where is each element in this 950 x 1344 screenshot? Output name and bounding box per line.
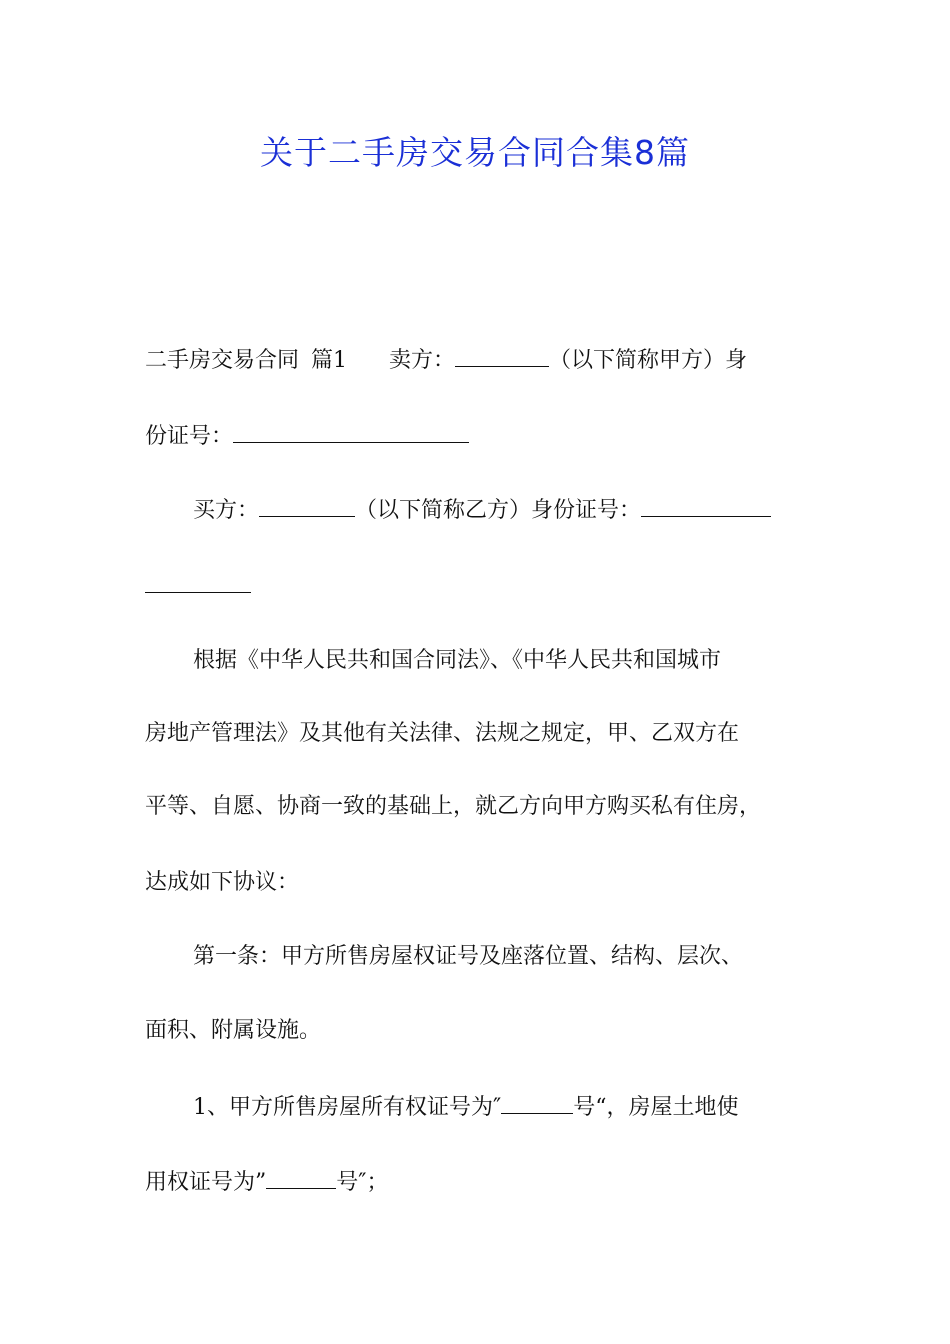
item-line <box>193 1091 873 1124</box>
seller-id-label: 份证号： <box>145 424 234 449</box>
buyer-label: 买方： <box>193 498 260 523</box>
item-text: 1、甲方所售房屋所有权证号为″ <box>193 1095 502 1120</box>
buyer-line <box>193 494 873 527</box>
article-line: 第一条：甲方所售房屋权证号及座落位置、结构、层次、 <box>193 944 744 969</box>
seller-line <box>145 344 825 377</box>
paragraph-line: 房地产管理法》及其他有关法律、法规之规定，甲、乙双方在 <box>145 721 740 746</box>
seller-suffix: （以下简称甲方）身 <box>549 348 748 373</box>
ownership-cert-blank <box>501 1091 573 1114</box>
paragraph-line: 平等、自愿、协商一致的基础上，就乙方向甲方购买私有住房， <box>145 794 762 819</box>
buyer-id-continuation-line <box>145 570 825 603</box>
paragraph-line: 根据《中华人民共和国合同法》、《中华人民共和国城市 <box>193 648 722 673</box>
seller-name-blank <box>455 344 549 367</box>
seller-id-blank <box>233 420 469 443</box>
section-heading: 二手房交易合同 <box>145 348 300 373</box>
item-text: 号“，房屋土地使 <box>573 1095 739 1120</box>
buyer-name-blank <box>259 494 355 517</box>
land-cert-blank <box>266 1166 336 1189</box>
document-title: 关于二手房交易合同合集8篇 <box>260 133 690 172</box>
item-text: 号″； <box>336 1170 389 1195</box>
section-label: 篇1 <box>311 348 348 373</box>
buyer-id-blank <box>641 494 771 517</box>
item-text: 用权证号为” <box>145 1170 267 1195</box>
buyer-suffix: （以下简称乙方）身份证号： <box>355 498 642 523</box>
seller-id-line <box>145 420 825 453</box>
buyer-id-blank-continued <box>145 570 251 593</box>
paragraph-line: 达成如下协议： <box>145 870 300 895</box>
seller-label: 卖方： <box>389 348 456 373</box>
item-line <box>145 1166 825 1199</box>
article-line: 面积、附属设施。 <box>145 1018 322 1043</box>
